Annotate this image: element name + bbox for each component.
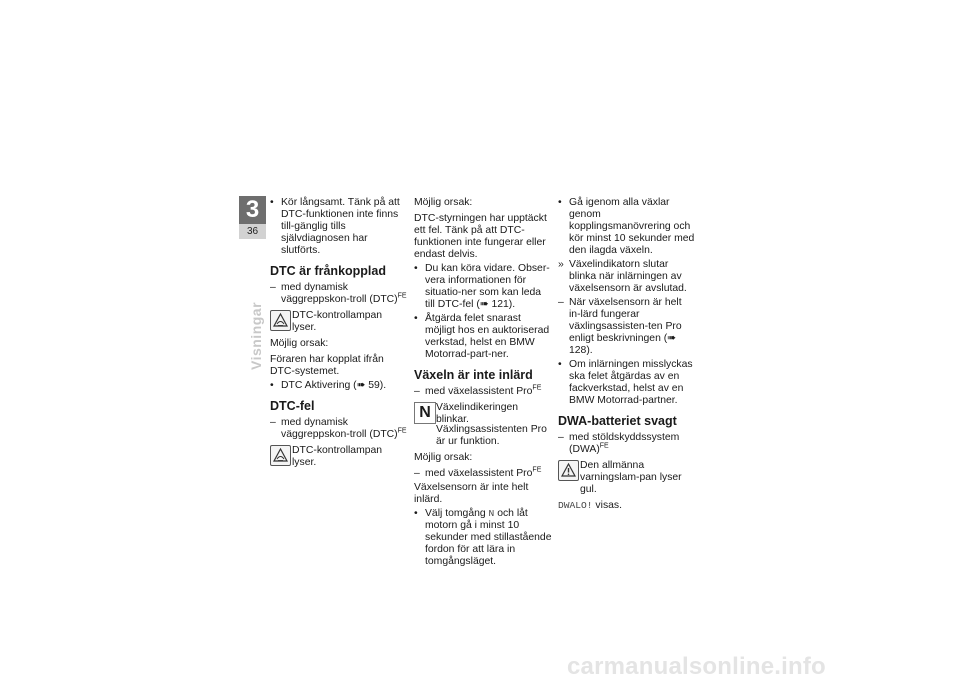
- heading-gear-not-learned: Växeln är inte inlärd: [414, 368, 533, 382]
- paragraph: Växlingsassistenten Pro är ur funktion.: [436, 424, 547, 447]
- paragraph: Växelsensorn är inte helt inlärd.: [414, 482, 529, 505]
- paragraph: Möjlig orsak:: [414, 197, 473, 208]
- gear-indicator-block: N Växelindikeringen blinkar.: [414, 402, 552, 426]
- display-code: DWALO!: [558, 500, 593, 511]
- dtc-warning-icon: [270, 445, 291, 466]
- paragraph: Möjlig orsak:: [270, 338, 329, 349]
- paragraph: Möjlig orsak:: [414, 452, 473, 463]
- list-item: • Kör långsamt. Tänk på att DTC-funktionen inte finns till-gänglig tills självdiagnosen har slutförts.: [270, 197, 400, 256]
- list-item: • Åtgärda felet snarast möjligt hos en auktoriserad verkstad, helst en BMW Motorrad-part-ner.: [414, 313, 550, 360]
- equipment-note: – med dynamisk väggreppskon-troll (DTC)$^{FE}$: [270, 417, 407, 440]
- list-item: • Du kan köra vidare. Obser-vera informationen för situatio-ner som kan leda till DTC-fel (➠ 121).: [414, 263, 550, 310]
- list-item: • Välj tomgång N och låt motorn gå i minst 10 sekunder med stillastående fordon för att lära in tomgångsläget.: [414, 508, 552, 567]
- result-item: » Växelindikatorn slutar blinka när inlärningen av växelsensorn är avslutad.: [558, 259, 687, 294]
- paragraph: DTC-styrningen har upptäckt ett fel. Tänk på att DTC-funktionen inte fungerar eller endast delvis.: [414, 213, 547, 260]
- warning-block: DTC-kontrollampan lyser.: [270, 310, 408, 334]
- general-warning-icon: [558, 460, 579, 481]
- heading-dtc-fault: DTC-fel: [270, 399, 315, 413]
- equipment-note: – När växelsensorn är helt in-lärd fungerar växlingsassisten-ten Pro enligt beskrivningen (➠ 128).: [558, 297, 682, 356]
- page-number: 36: [239, 224, 266, 239]
- list-item: • DTC Aktivering (➠ 59).: [270, 380, 387, 391]
- equipment-note: – med dynamisk väggreppskon-troll (DTC)$^{FE}$: [270, 282, 407, 305]
- neutral-display-symbol: N: [488, 508, 495, 519]
- heading-dtc-off: DTC är frånkopplad: [270, 264, 386, 278]
- column-1: [270, 197, 408, 473]
- equipment-note: – med växelassistent Pro$^{FE}$: [414, 384, 542, 397]
- chapter-marker: [239, 196, 266, 239]
- section-title: Visningar: [248, 301, 264, 370]
- warning-block: DTC-kontrollampan lyser.: [270, 445, 408, 469]
- neutral-gear-icon: N: [414, 402, 436, 424]
- paragraph: DWALO! visas.: [558, 500, 622, 511]
- equipment-note: – med stöldskyddssystem (DWA)$^{FE}$: [558, 432, 680, 455]
- list-item: • Om inlärningen misslyckas ska felet åtgärdas av en fackverkstad, helst av en BMW Motorrad-partner.: [558, 359, 693, 406]
- column-3: [558, 197, 696, 516]
- chapter-number: 3: [239, 196, 266, 224]
- page-reference-link[interactable]: 128).: [569, 345, 593, 356]
- equipment-note: – med växelassistent Pro$^{FE}$: [414, 466, 542, 479]
- watermark: carmanualsonline.info: [567, 653, 826, 680]
- page-ref-arrow-icon: ➠: [356, 380, 366, 391]
- column-2: [414, 197, 552, 570]
- dtc-warning-icon: [270, 310, 291, 331]
- list-item: • Gå igenom alla växlar genom kopplingsmanövrering och kör minst 10 sekunder med den ilagda växeln.: [558, 197, 695, 256]
- page-reference-link[interactable]: 121).: [491, 299, 516, 310]
- bullet-marker: •: [270, 197, 274, 208]
- heading-dwa-battery: DWA-batteriet svagt: [558, 414, 677, 428]
- page-ref-arrow-icon: ➠: [479, 299, 489, 310]
- paragraph: Föraren har kopplat ifrån DTC-systemet.: [270, 354, 384, 377]
- warning-block: Den allmänna varningslam-pan lyser gul.: [558, 460, 696, 496]
- page-reference-link[interactable]: 59).: [368, 380, 387, 391]
- page-ref-arrow-icon: ➠: [667, 333, 676, 344]
